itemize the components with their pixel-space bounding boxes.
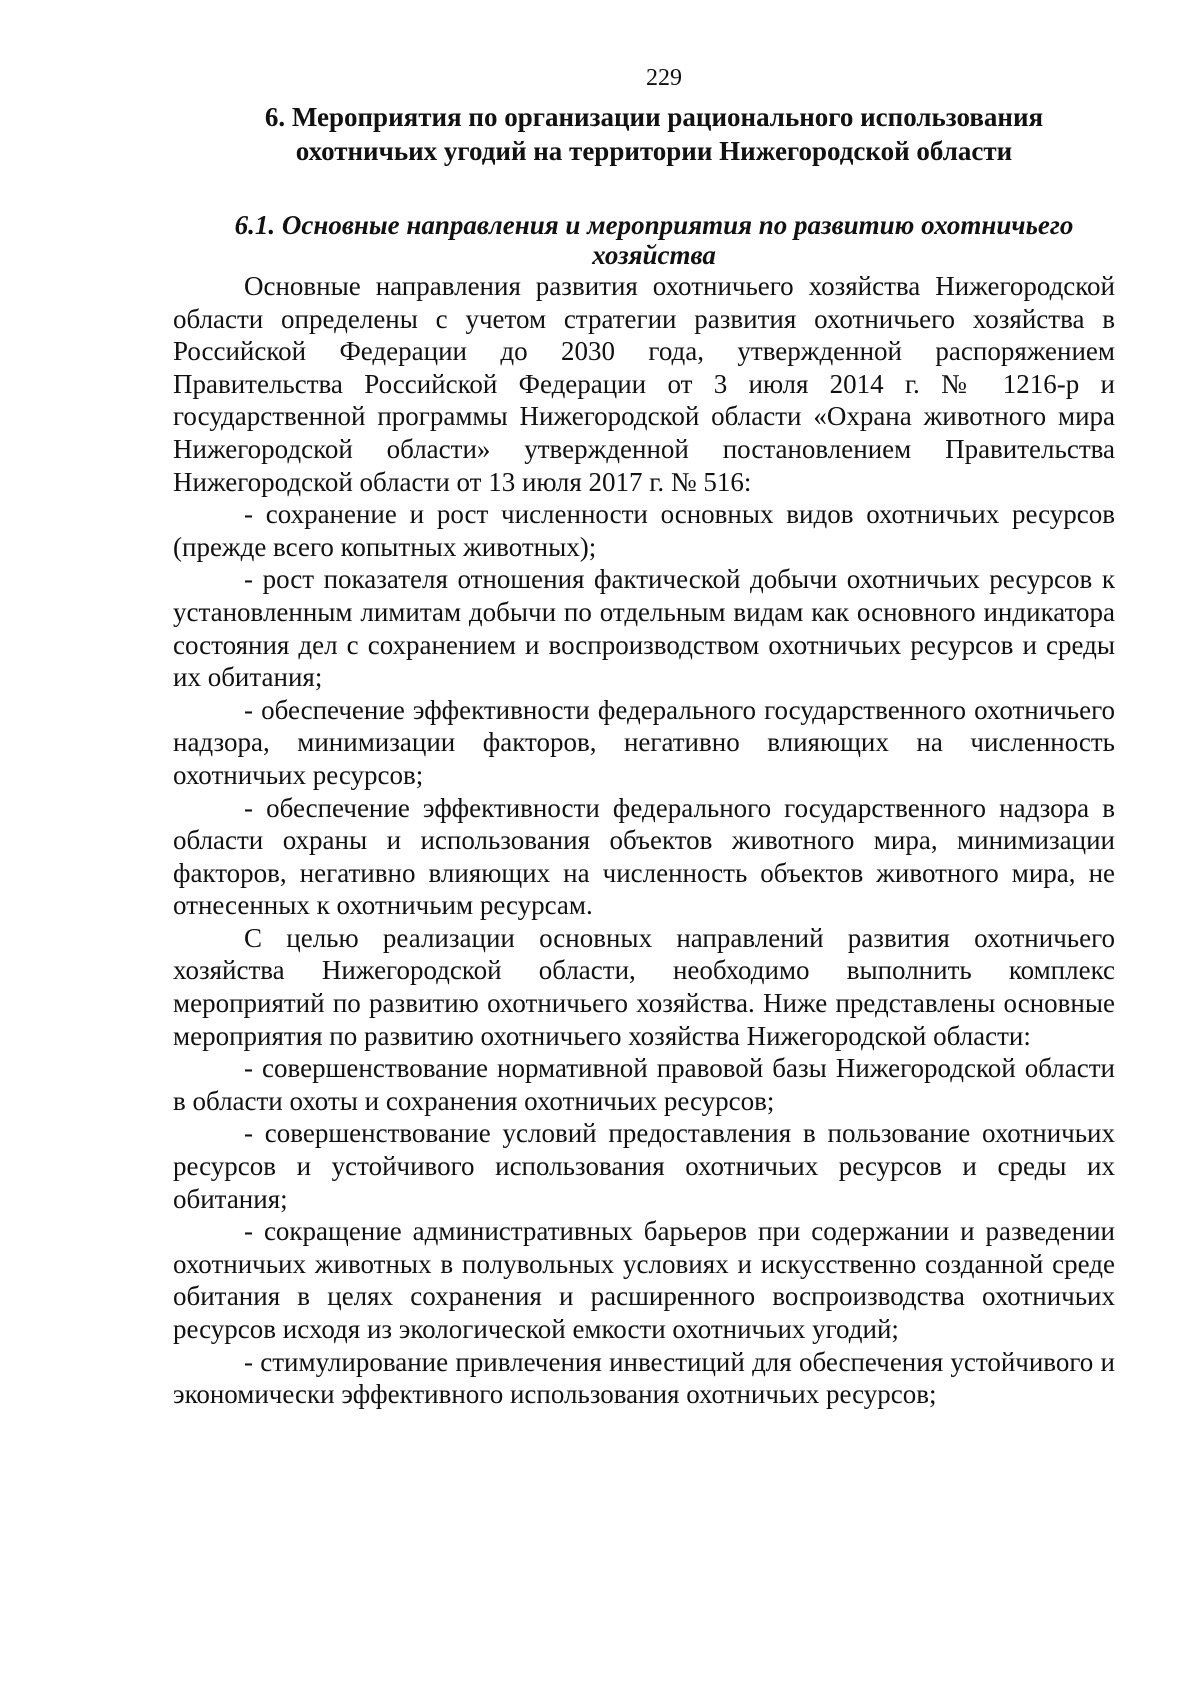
list-item-directions: - обеспечение эффективности федерального государственного надзора в области охраны и использования объектов животного мира, минимизации факторов, негативно влияющих на численность объектов животного мира, не отнесенных к охотничьим ресурсам. [173, 792, 1115, 921]
list-item-measures: - сокращение административных барьеров при содержании и разведении охотничьих животных в полувольных условиях и искусственно созданной среде обитания в целях сохранения и расширенного воспроизводства охотничьих ресурсов исходя из экологической емкости охотничьих угодий; [173, 1216, 1115, 1344]
section-title-line-2: хозяйства [592, 240, 716, 270]
chapter-title-line-2: охотничьих угодий на территории Нижегородской области [295, 136, 1013, 166]
paragraph-measures-intro: С целью реализации основных направлений развития охотничьего хозяйства Нижегородской области, необходимо выполнить комплекс мероприятий по развитию охотничьего хозяйства. Ниже представлены основные мероприятия по развитию охотничьего хозяйства Нижегородской области: [173, 922, 1115, 1051]
chapter-title [173, 100, 1115, 168]
page-number: 229 [646, 65, 682, 91]
body-text [173, 270, 1115, 1411]
chapter-title-line-1: 6. Мероприятия по организации рационального использования [264, 102, 1044, 132]
section-title [173, 210, 1115, 270]
list-item-directions: - рост показателя отношения фактической добычи охотничьих ресурсов к установленным лимитам добычи по отдельным видам как основного индикатора состояния дел с сохранением и воспроизводством охотничьих ресурсов и среды их обитания; [173, 564, 1115, 693]
list-item-measures: - совершенствование условий предоставления в пользование охотничьих ресурсов и устойчивого использования охотничьих ресурсов и среды их обитания; [173, 1118, 1115, 1214]
list-item-measures: - совершенствование нормативной правовой базы Нижегородской области в области охоты и сохранения охотничьих ресурсов; [173, 1053, 1115, 1116]
list-item-directions: - обеспечение эффективности федерального государственного охотничьего надзора, минимизации факторов, негативно влияющих на численность охотничьих ресурсов; [173, 694, 1115, 790]
list-item-measures: - стимулирование привлечения инвестиций для обеспечения устойчивого и экономически эффективного использования охотничьих ресурсов; [173, 1346, 1115, 1410]
list-item-directions: - сохранение и рост численности основных видов охотничьих ресурсов (прежде всего копытных животных); [173, 499, 1115, 562]
paragraph-intro: Основные направления развития охотничьего хозяйства Нижегородской области определены с учетом стратегии развития охотничьего хозяйства в Российской Федерации до 2030 года, утвержденной распоряжением Правительства Российской Федерации от 3 июля 2014 г. № 1216-р и государственной программы Нижегородской области «Охрана животного мира Нижегородской области» утвержденной постановлением Правительства Нижегородской области от 13 июля 2017 г. № 516: [173, 271, 1115, 497]
section-title-line-1: 6.1. Основные направления и мероприятия по развитию охотничьего [234, 210, 1074, 240]
